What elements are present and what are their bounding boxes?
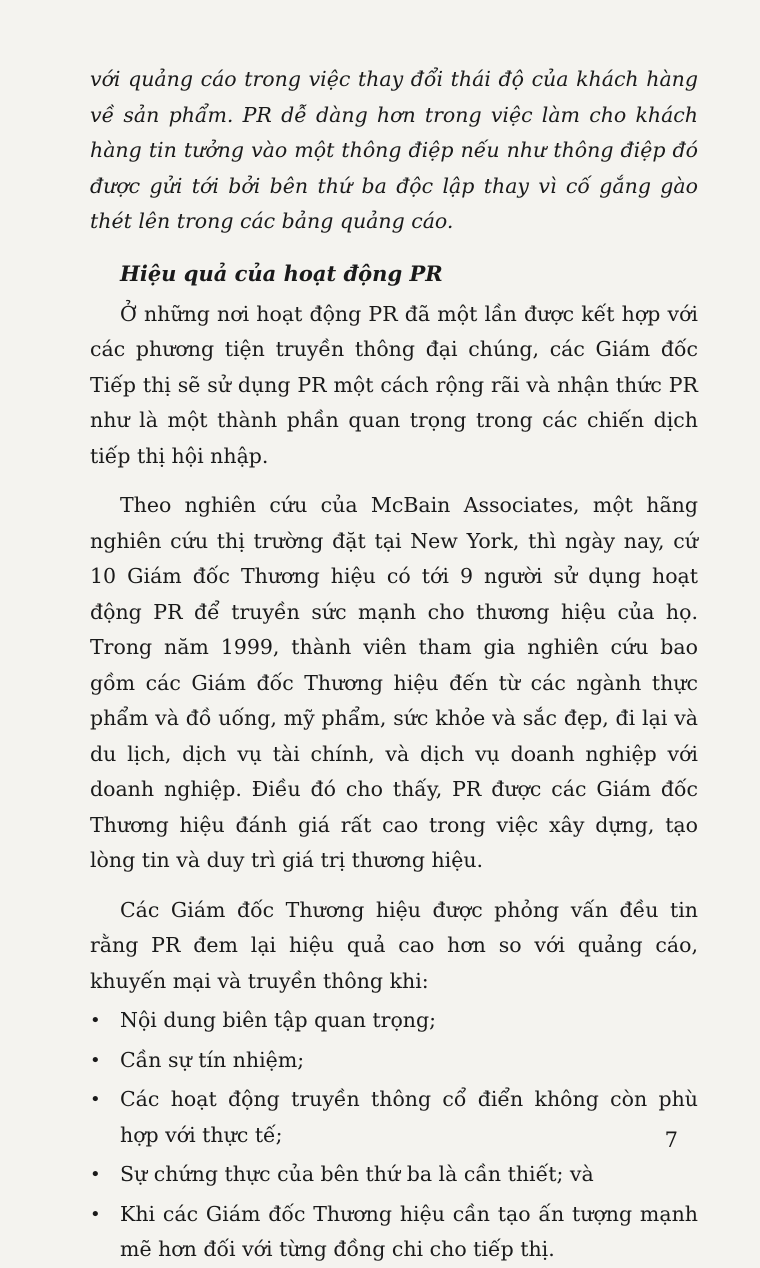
page-number: 7 [664, 1128, 678, 1152]
paragraph-2: Theo nghiên cứu của McBain Associates, một hãng nghiên cứu thị trường đặt tại New York, thì ngày nay, cứ 10 Giám đốc Thương hiệu có tới 9 người sử dụng hoạt động PR để truyền sức mạnh cho thương hiệu của họ. Trong năm 1999, thành viên tham gia nghiên cứu bao gồm các Giám đốc Thương hiệu đến từ các ngành thực phẩm và đồ uống, mỹ phẩm, sức khỏe và sắc đẹp, đi lại và du lịch, dịch vụ tài chính, và dịch vụ doanh nghiệp với doanh nghiệp. Điều đó cho thấy, PR được các Giám đốc Thương hiệu đánh giá rất cao trong việc xây dựng, tạo lòng tin và duy trì giá trị thương hiệu. [90, 493, 698, 872]
bullet-text: Nội dung biên tập quan trọng; [120, 1008, 437, 1032]
bullet-icon: • [90, 1203, 101, 1225]
paragraph-3: Các Giám đốc Thương hiệu được phỏng vấn đều tin rằng PR đem lại hiệu quả cao hơn so với quảng cáo, khuyến mại và truyền thông khi: [90, 897, 698, 993]
bullet-item [90, 1082, 698, 1153]
paragraph-1: Ở những nơi hoạt động PR đã một lần được kết hợp với các phương tiện truyền thông đại chúng, các Giám đốc Tiếp thị sẽ sử dụng PR một cách rộng rãi và nhận thức PR như là một thành phần quan trọng trong các chiến dịch tiếp thị hội nhập. [90, 301, 698, 468]
bullet-icon: • [90, 1010, 101, 1031]
bullet-text: Sự chứng thực của bên thứ ba là cần thiết; và [120, 1162, 594, 1186]
bullet-item [90, 1043, 698, 1079]
bullet-icon: • [90, 1164, 101, 1185]
intro-italic-paragraph: với quảng cáo trong việc thay đổi thái độ của khách hàng về sản phẩm. PR dễ dàng hơn trong việc làm cho khách hàng tin tưởng vào một thông điệp nếu như thông điệp đó được gửi tới bởi bên thứ ba độc lập thay vì cố gắng gào thét lên trong các bảng quảng cáo. [90, 67, 698, 233]
bullet-text: Các hoạt động truyền thông cổ điển không còn phù hợp với thực tế; [120, 1087, 698, 1147]
bullet-item [90, 1197, 698, 1268]
bullet-icon: • [90, 1049, 101, 1071]
bullet-item [90, 1003, 698, 1039]
bullet-text: Khi các Giám đốc Thương hiệu cần tạo ấn tượng mạnh mẽ hơn đối với từng đồng chi cho tiếp thị. [120, 1201, 698, 1261]
bullet-item [90, 1157, 698, 1193]
bullet-list [90, 1003, 698, 1268]
bullet-icon: • [90, 1089, 101, 1110]
bullet-text: Cần sự tín nhiệm; [120, 1047, 305, 1072]
section-heading: Hiệu quả của hoạt động PR [120, 260, 443, 286]
